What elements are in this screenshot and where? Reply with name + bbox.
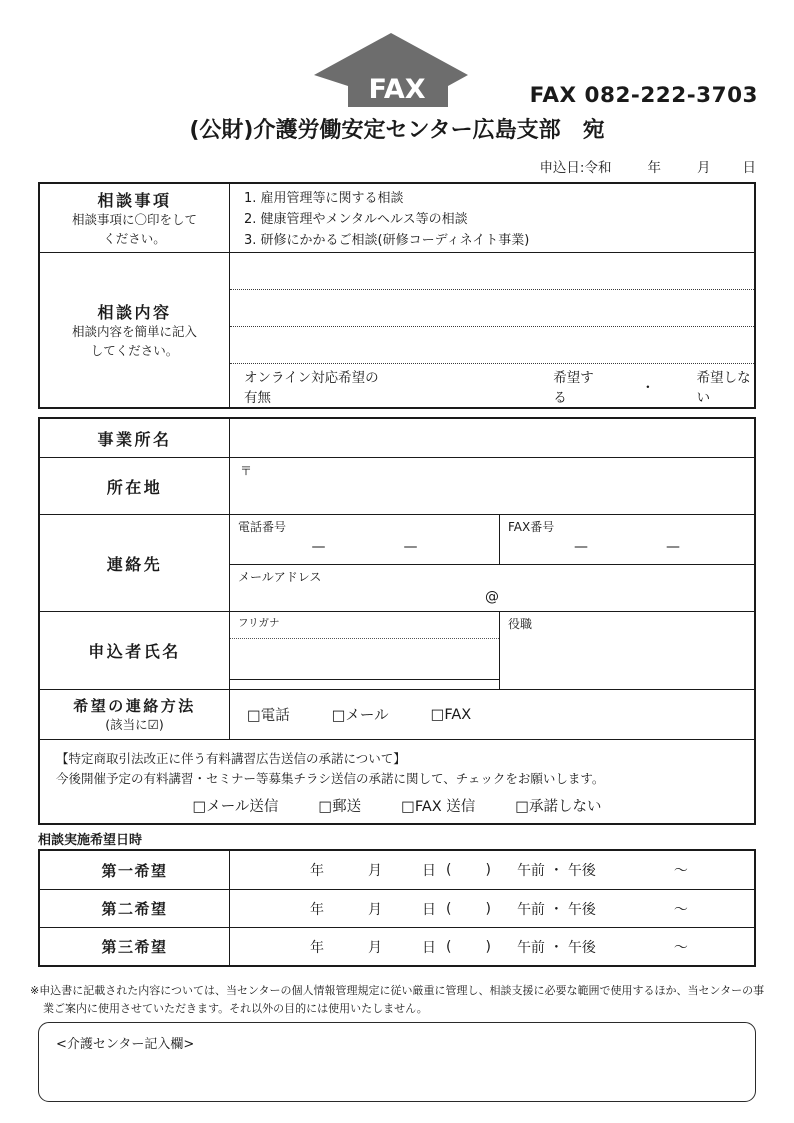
privacy-note-line1: ※申込書に記載された内容については、当センターの個人情報管理規定に従い厳重に管理し、相談支援に必要な範囲で使用するほか、当センターの事 [30,984,765,997]
paren-open: ( [446,900,452,917]
email-field[interactable] [230,565,754,611]
ampm-label[interactable]: 午前 ・ 午後 [516,863,596,879]
title-recipient: (公財)介護労働安定センター広島支部 [189,118,561,143]
phone-dash-2: — [403,539,418,555]
privacy-note [30,982,766,1017]
year-label: 年 [310,939,324,956]
contact-fields [230,515,754,611]
schedule-row-2 [40,889,754,927]
consult-content-label-cell [40,253,230,407]
online-preference-row [230,364,754,407]
day-label: 日 [422,939,436,956]
consent-options [56,796,738,819]
ampm-label[interactable]: 午前 ・ 午後 [516,939,596,956]
name-subcell [230,612,500,689]
applicant-info-table [38,417,756,825]
consultation-table [38,182,756,409]
tilde: ～ [673,863,688,879]
fax-label: FAX番号 [508,520,555,534]
at-mark: @ [485,589,499,605]
office-name-field[interactable] [230,419,754,457]
consent-row [40,739,754,823]
address-row [40,457,754,514]
consult-item-2[interactable]: 2. 健康管理やメンタルヘルス等の相談 [244,212,468,227]
date-month-label: 月 [697,160,711,176]
contact-method-label-cell [40,690,230,739]
title-to-suffix: 宛 [582,118,605,143]
fax-arrow-label: FAX [368,74,426,105]
office-name-row [40,419,754,457]
online-option-no[interactable]: 希望しない [696,369,751,406]
checkbox-fax[interactable]: □FAX [430,706,472,723]
address-label-cell [40,458,230,514]
application-date-line [539,156,756,176]
third-choice-label: 第三希望 [101,938,168,956]
contact-top-subrow [230,515,754,565]
contact-row [40,514,754,611]
write-line-3[interactable] [230,327,754,364]
schedule-row-1 [40,851,754,889]
consult-content-note-line2: してください。 [90,342,179,358]
consent-body: 今後開催予定の有料講習・セミナー等募集チラシ送信の承諾に関して、チェックをお願いします。 [56,771,605,786]
address-label: 所在地 [106,477,163,497]
third-choice-date-fields [230,928,754,965]
checkbox-mail[interactable]: □メール [331,708,389,724]
second-choice-field[interactable] [230,890,754,927]
checkbox-phone[interactable]: □電話 [247,708,290,724]
day-label: 日 [422,863,436,879]
second-choice-label: 第二希望 [101,900,168,918]
checkbox-consent-decline[interactable]: □承諾しない [515,799,602,815]
consult-items-label: 相談事項 [97,190,172,210]
consult-content-row [40,252,754,407]
ampm-label[interactable]: 午前 ・ 午後 [516,901,596,918]
phone-dash-line [230,539,499,555]
consult-items-note-line1: 相談事項に〇印をして [71,211,197,227]
role-field[interactable] [500,612,754,689]
consult-items-label-cell [40,184,230,252]
checkbox-consent-mail[interactable]: □メール送信 [192,799,279,815]
consent-cell [40,740,754,823]
fax-number: FAX 082-222-3703 [529,83,758,108]
phone-dash-1: — [311,539,326,555]
date-day-label: 日 [742,160,756,176]
address-field[interactable] [230,458,754,514]
contact-method-label: 希望の連絡方法 [73,696,196,715]
month-label: 月 [368,901,382,918]
write-line-1[interactable] [230,253,754,290]
office-name-label: 事業所名 [97,429,172,449]
fax-number-field[interactable] [500,515,754,564]
month-label: 月 [368,863,382,879]
write-line-2[interactable] [230,290,754,327]
fax-dash-line [500,539,754,555]
schedule-table [38,849,756,967]
contact-method-options-cell [230,690,754,739]
online-option-yes[interactable]: 希望する [553,369,594,406]
applicant-name-row [40,611,754,689]
postal-mark-icon: 〒 [240,464,253,478]
contact-label: 連絡先 [106,554,163,574]
paren-close: ) [485,938,491,955]
first-choice-date-fields [230,851,754,889]
center-use-only-box[interactable] [38,1022,756,1102]
fax-dash-1: — [574,539,588,555]
first-choice-label-cell [40,851,230,889]
applicant-name-label: 申込者氏名 [88,642,181,661]
applicant-name-label-cell [40,612,230,689]
checkbox-consent-post[interactable]: □郵送 [318,799,362,815]
role-label: 役職 [508,617,533,631]
consent-heading: 【特定商取引法改正に伴う有料講習広告送信の承諾について】 [56,751,406,766]
contact-method-note: (該当に☑) [105,716,164,732]
date-prefix: 申込日:令和 [539,160,612,176]
email-label: メールアドレス [238,570,322,584]
paren-close: ) [485,862,491,878]
consult-items-list[interactable] [230,184,754,252]
year-label: 年 [310,863,324,879]
schedule-heading: 相談実施希望日時 [38,829,142,851]
consult-content-note-line1: 相談内容を簡単に記入 [71,323,197,339]
checkbox-consent-fax[interactable]: □FAX 送信 [401,799,476,815]
tilde: ～ [673,901,688,918]
first-choice-label: 第一希望 [101,861,168,880]
applicant-name-field[interactable] [230,612,499,680]
contact-label-cell [40,515,230,611]
third-choice-field[interactable] [230,928,754,965]
phone-number-field[interactable] [230,515,500,564]
consult-items-note-line2: ください。 [103,230,166,246]
schedule-row-3 [40,927,754,965]
year-label: 年 [310,901,324,918]
paren-close: ) [485,900,491,917]
paren-open: ( [446,862,452,878]
phone-label: 電話番号 [238,520,287,534]
tilde: ～ [673,939,688,956]
office-name-label-cell [40,419,230,457]
page-title [0,113,794,144]
fax-dash-2: — [666,539,680,555]
contact-method-options [230,704,471,725]
third-choice-label-cell [40,928,230,965]
privacy-note-line2: 業ご案内に使用させていただきます。それ以外の目的には使用いたしません。 [43,1001,428,1015]
consult-content-write-area [230,253,754,407]
online-preference-label: オンライン対応希望の有無 [244,369,379,406]
online-option-separator: ・ [641,379,655,396]
consult-content-label: 相談内容 [97,302,172,322]
center-use-only-label: <介護センター記入欄> [56,1037,195,1052]
contact-method-row [40,689,754,739]
first-choice-field[interactable] [230,851,754,889]
consult-item-3[interactable]: 3. 研修にかかるご相談(研修コーディネイト事業) [244,233,530,248]
paren-open: ( [446,938,452,955]
applicant-name-fields [230,612,754,689]
date-year-label: 年 [647,160,661,176]
furigana-label: フリガナ [230,612,499,639]
month-label: 月 [368,939,382,956]
second-choice-date-fields [230,890,754,927]
consult-item-1[interactable]: 1. 雇用管理等に関する相談 [244,191,404,206]
fax-up-arrow-icon [296,31,478,110]
consult-items-row [40,184,754,252]
day-label: 日 [422,901,436,918]
second-choice-label-cell [40,890,230,927]
